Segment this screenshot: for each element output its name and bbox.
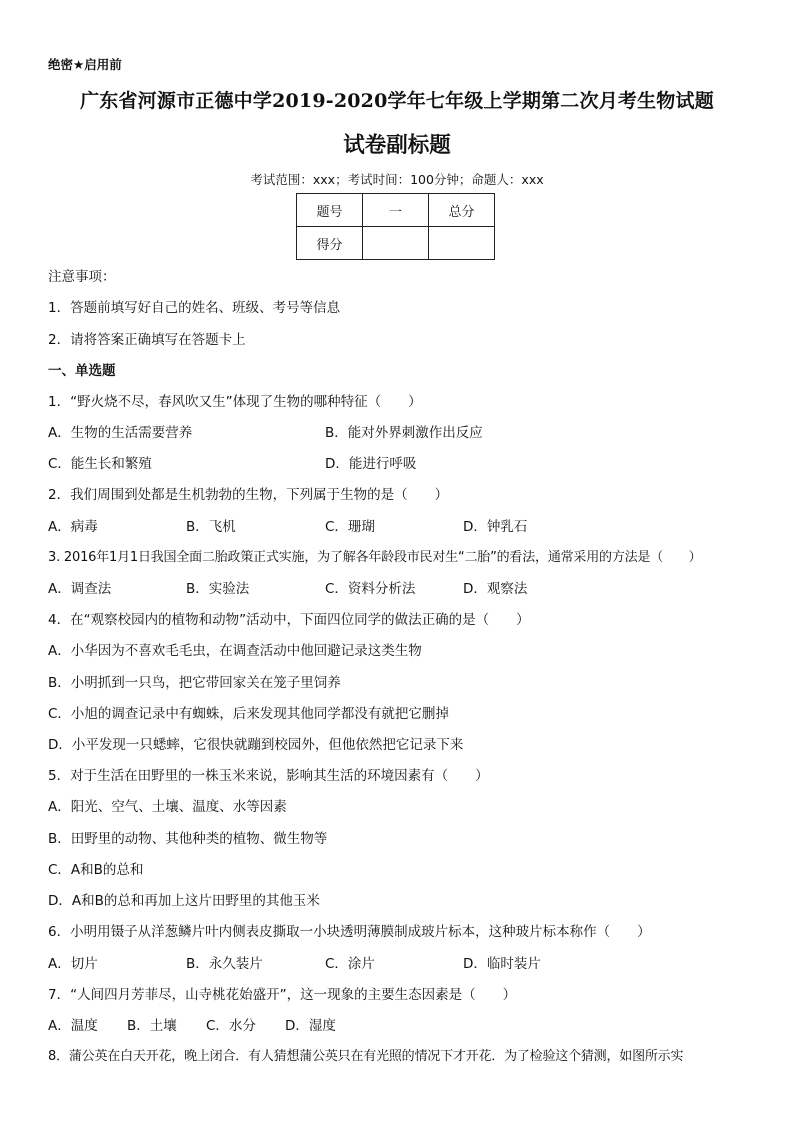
question-option: A．切片 <box>48 956 98 972</box>
question-stem: 1．“野火烧不尽，春风吹又生”体现了生物的哪种特征（ ） <box>48 394 422 410</box>
question-option: B．飞机 <box>186 519 236 535</box>
question-stem: 4．在“观察校园内的植物和动物”活动中，下面四位同学的做法正确的是（ ） <box>48 612 530 628</box>
question-option: A．阳光、空气、土壤、温度、水等因素 <box>48 799 287 815</box>
question-option: A．病毒 <box>48 519 98 535</box>
question-stem: 8．蒲公英在白天开花，晚上闭合．有人猜想蒲公英只在有光照的情况下才开花．为了检验这个猜测，如图所示实 <box>48 1049 684 1064</box>
score-table-input-cell[interactable] <box>429 227 495 260</box>
question-option: C．A和B的总和 <box>48 862 144 878</box>
question-stem: 6．小明用镊子从洋葱鳞片叶内侧表皮撕取一小块透明薄膜制成玻片标本，这种玻片标本称作（ ） <box>48 924 651 940</box>
score-table-cell: 总分 <box>429 194 495 227</box>
question-option: C．小旭的调查记录中有蜘蛛，后来发现其他同学都没有就把它删掉 <box>48 706 449 722</box>
question-option: B．土壤 <box>127 1018 177 1034</box>
exam-subtitle: 试卷副标题 <box>343 133 451 158</box>
secret-label: 绝密★启用前 <box>48 57 122 72</box>
question-option: B．实验法 <box>186 581 250 597</box>
question-stem: 7．“人间四月芳菲尽，山寺桃花始盛开”，这一现象的主要生态因素是（ ） <box>48 987 517 1003</box>
question-option: C．水分 <box>206 1018 256 1034</box>
question-option: C．涂片 <box>325 956 375 972</box>
question-option: D．钟乳石 <box>463 519 528 535</box>
question-option: D．能进行呼吸 <box>325 456 417 472</box>
score-table <box>296 193 495 260</box>
score-table-cell: 题号 <box>297 194 363 227</box>
question-option: B．田野里的动物、其他种类的植物、微生物等 <box>48 831 328 847</box>
question-option: D．湿度 <box>285 1018 336 1034</box>
score-table-input-cell[interactable] <box>363 227 429 260</box>
score-table-cell: 一 <box>363 194 429 227</box>
question-option: B．小明抓到一只鸟，把它带回家关在笼子里饲养 <box>48 675 341 691</box>
exam-title: 广东省河源市正德中学2019-2020学年七年级上学期第二次月考生物试题 <box>80 90 714 112</box>
note-item: 1．答题前填写好自己的姓名、班级、考号等信息 <box>48 300 341 316</box>
question-stem: 3. 2016年1月1日我国全面二胎政策正式实施，为了解各年龄段市民对生“二胎”的看法，通常采用的方法是（ ） <box>48 550 702 565</box>
question-option: A．生物的生活需要营养 <box>48 425 193 441</box>
question-stem: 5．对于生活在田野里的一株玉米来说，影响其生活的环境因素有（ ） <box>48 768 489 784</box>
notes-heading: 注意事项： <box>48 269 116 285</box>
question-option: C．资料分析法 <box>325 581 416 597</box>
note-item: 2．请将答案正确填写在答题卡上 <box>48 332 246 348</box>
score-table-score-row <box>297 227 495 260</box>
question-option: A．小华因为不喜欢毛毛虫，在调查活动中他回避记录这类生物 <box>48 643 422 659</box>
question-stem: 2．我们周围到处都是生机勃勃的生物，下列属于生物的是（ ） <box>48 487 449 503</box>
question-option: D．小平发现一只蟋蟀，它很快就蹦到校园外，但他依然把它记录下来 <box>48 737 464 753</box>
section-heading: 一、单选题 <box>48 363 116 379</box>
question-option: C．珊瑚 <box>325 519 375 535</box>
question-option: B．能对外界刺激作出反应 <box>325 425 483 441</box>
question-option: D．临时装片 <box>463 956 541 972</box>
question-option: C．能生长和繁殖 <box>48 456 152 472</box>
question-option: D．A和B的总和再加上这片田野里的其他玉米 <box>48 893 320 909</box>
exam-info: 考试范围：xxx；考试时间：100分钟；命题人：xxx <box>250 172 544 187</box>
score-table-cell: 得分 <box>297 227 363 260</box>
question-option: A．温度 <box>48 1018 98 1034</box>
question-option: B．永久装片 <box>186 956 263 972</box>
score-table-header-row <box>297 194 495 227</box>
question-option: D．观察法 <box>463 581 528 597</box>
question-option: A．调查法 <box>48 581 112 597</box>
